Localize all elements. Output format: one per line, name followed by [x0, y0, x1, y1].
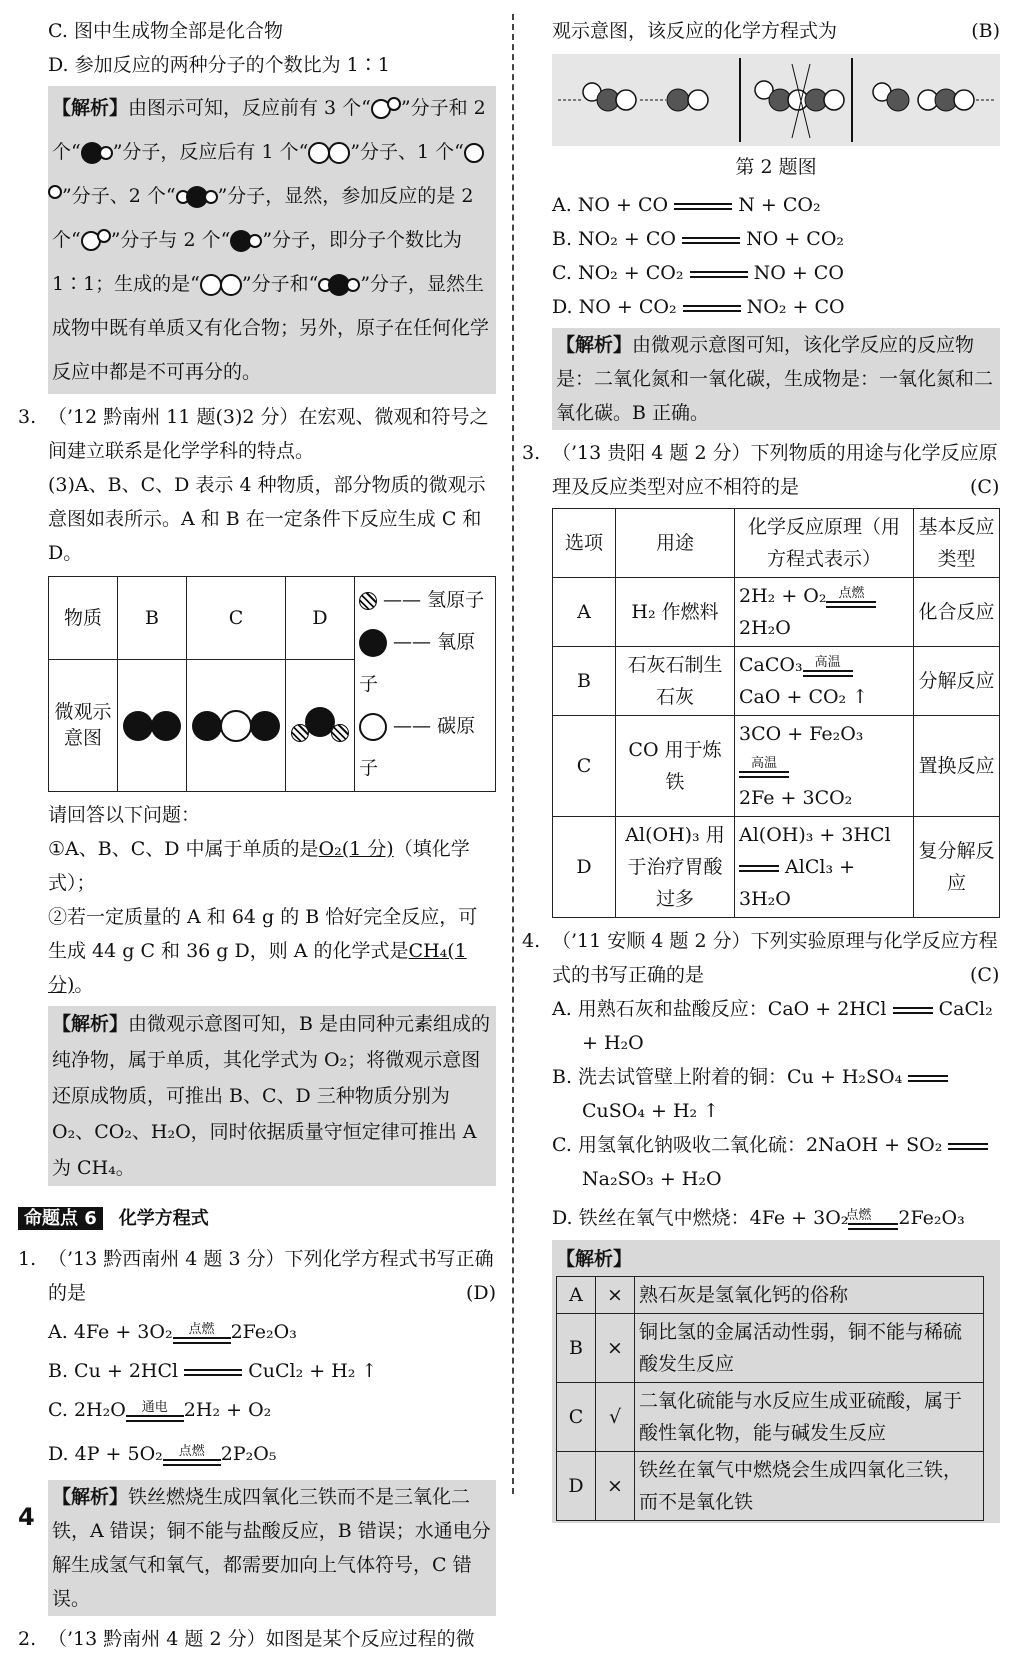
table-row	[557, 1383, 984, 1452]
table-header: 化学反应原理（用方程式表示）	[735, 509, 914, 578]
eq-left: 2H₂ + O₂	[739, 585, 826, 607]
option-c	[552, 256, 1000, 290]
molecule-b	[118, 659, 187, 791]
equals-sign	[739, 757, 789, 778]
question-3-part-2	[18, 900, 496, 1002]
eq-right: NO + CO₂	[746, 228, 844, 250]
cell-type: 化合反应	[914, 578, 1000, 647]
legend-item-hydrogen	[359, 579, 491, 621]
reaction-figure	[552, 54, 1000, 146]
cell-mark: √	[596, 1383, 635, 1452]
table-row	[553, 817, 1000, 918]
equals-sign	[690, 271, 748, 278]
explanation-tag: 【解析】	[52, 1013, 128, 1035]
table-header: 用途	[616, 509, 735, 578]
option-d: D. 参加反应的两种分子的个数比为 1∶1	[18, 48, 496, 82]
cell-mark: ×	[596, 1277, 635, 1314]
question-text: ①A、B、C、D 中属于单质的是	[48, 838, 319, 860]
question-number: 4.	[522, 924, 552, 958]
exp-text: ”分子，显然生成物中既有单质又有化合物；另外，原子在任何化学反应中都是不可再分的。	[52, 273, 489, 383]
molecule-icon	[230, 229, 262, 251]
eq-right: CuSO₄ + H₂ ↑	[582, 1100, 719, 1122]
topic-title: 化学方程式	[119, 1208, 209, 1229]
cell-option: B	[553, 647, 616, 716]
eq-left: A. NO + CO	[552, 194, 668, 216]
equals-sign	[163, 1445, 221, 1466]
table-row	[557, 1277, 984, 1314]
molecule-d	[286, 659, 355, 791]
explanation-tag: 【解析】	[52, 1486, 128, 1508]
eq-left: B. NO₂ + CO	[552, 228, 676, 250]
cell-equation	[735, 716, 914, 817]
table-header-row	[553, 509, 1000, 578]
question-1-stem	[18, 1242, 496, 1310]
table-row	[557, 1452, 984, 1521]
cell-option: A	[553, 578, 616, 647]
legend-label: —— 氧原子	[359, 631, 475, 695]
reaction-diagram	[552, 54, 1000, 146]
table-header: 基本反应类型	[914, 509, 1000, 578]
explanation-tag: 【解析】	[556, 1242, 996, 1276]
question-number: 1.	[18, 1242, 48, 1276]
table-row	[553, 647, 1000, 716]
molecule-icon	[81, 141, 113, 163]
legend-label: —— 碳原子	[359, 715, 475, 779]
eq-left: A. 用熟石灰和盐酸反应：CaO + 2HCl	[552, 998, 887, 1020]
topic-heading	[18, 1202, 496, 1236]
answer-blank: O₂(1 分)	[319, 838, 394, 860]
eq-left: D. 4P + 5O₂	[48, 1443, 163, 1465]
eq-left: C. 2H₂O	[48, 1399, 126, 1421]
cell-text: 铜比氢的金属活动性弱，铜不能与稀硫酸发生反应	[635, 1314, 984, 1383]
eq-left: A. 4Fe + 3O₂	[48, 1321, 173, 1343]
oxygen-atom-icon	[359, 629, 387, 657]
table-header: C	[187, 577, 286, 660]
hydrogen-atom-icon	[359, 592, 377, 610]
question-text: （’12 黔南州 11 题(3)2 分）在宏观、微观和符号之间建立联系是化学学科的特点。	[48, 406, 489, 462]
cell-use: 石灰石制生石灰	[616, 647, 735, 716]
table-header: B	[118, 577, 187, 660]
equals-sign	[682, 237, 740, 244]
table-header: 选项	[553, 509, 616, 578]
explanation-text: 由微观示意图可知，B 是由同种元素组成的纯净物，属于单质，其化学式为 O₂；将微观示意图还原成物质，可推出 B、C、D 三种物质分别为 O₂、CO₂、H₂O，同时依据质量守恒定律可推出 A 为 CH₄。	[52, 1013, 490, 1179]
molecule-icon	[308, 141, 350, 163]
equals-sign	[893, 1007, 933, 1014]
equals-sign	[184, 1369, 242, 1376]
page-number: 4	[18, 1500, 35, 1534]
exp-text: ”分子，显然，参加反应的是 2 个“	[52, 185, 473, 251]
eq-right: Na₂SO₃ + H₂O	[582, 1168, 722, 1190]
equals-sign	[674, 203, 732, 210]
condition: 点燃	[826, 587, 876, 601]
cell-type: 复分解反应	[914, 817, 1000, 918]
question-3-ask: 请回答以下问题：	[18, 798, 496, 832]
option-b	[18, 1354, 496, 1388]
exp-text: ”分子、2 个“	[62, 185, 176, 207]
molecule-icon	[200, 273, 242, 295]
cell-use: CO 用于炼铁	[616, 716, 735, 817]
question-3-sub: (3)A、B、C、D 表示 4 种物质，部分物质的微观示意图如表所示。A 和 B 在一定条件下反应生成 C 和 D。	[18, 468, 496, 570]
molecule-icon	[176, 185, 218, 207]
cell-equation	[735, 578, 914, 647]
question-text: 。	[74, 974, 93, 996]
option-a	[552, 188, 1000, 222]
question-2-stem-continued	[552, 14, 1000, 48]
eq-right: AlCl₃ + 3H₂O	[739, 856, 855, 910]
question-2-stem	[18, 1622, 496, 1656]
condition: 点燃	[848, 1209, 898, 1223]
right-column	[552, 14, 1000, 1523]
exp-text: ”分子，反应后有 1 个“	[113, 141, 309, 163]
cell-use: Al(OH)₃ 用于治疗胃酸过多	[616, 817, 735, 918]
eq-right: N + CO₂	[738, 194, 820, 216]
option-b	[552, 222, 1000, 256]
legend-item-carbon	[359, 705, 491, 789]
equals-sign	[739, 865, 779, 872]
question-text: （’13 贵阳 4 题 2 分）下列物质的用途与化学反应原理及反应类型对应不相符的是	[552, 442, 998, 498]
question-3-stem: 3. （’13 贵阳 4 题 2 分）下列物质的用途与化学反应原理及反应类型对应不相符的是 (C)	[522, 436, 1000, 504]
eq-right: 2H₂ + O₂	[184, 1399, 271, 1421]
question-3-part-1	[18, 832, 496, 900]
condition: 点燃	[173, 1323, 231, 1337]
cell-type: 分解反应	[914, 647, 1000, 716]
question-text: 观示意图，该反应的化学方程式为	[552, 20, 837, 42]
question-text: ②若一定质量的 A 和 64 g 的 B 恰好完全反应，可生成 44 g C 和 36 g D，则 A 的化学式是	[48, 906, 477, 962]
equals-sign	[126, 1401, 184, 1422]
explanation-block	[48, 1480, 496, 1616]
carbon-atom-icon	[359, 713, 387, 741]
eq-left: B. Cu + 2HCl	[48, 1360, 178, 1382]
table-row-label: 微观示意图	[49, 659, 118, 791]
exp-text: 由图示可知，反应前有 3 个“	[128, 97, 371, 119]
option-c: C. 图中生成物全部是化合物	[18, 14, 496, 48]
cell-type: 置换反应	[914, 716, 1000, 817]
condition: 高温	[803, 656, 853, 670]
eq-right: CaCl₂ + H₂O	[582, 998, 993, 1054]
legend-label: —— 氢原子	[383, 589, 484, 611]
cell-option: D	[553, 817, 616, 918]
eq-right: NO₂ + CO	[747, 296, 845, 318]
exp-text: ”分子，即分子个数比为 1∶1；生成的是“	[52, 229, 462, 295]
topic-box: 命题点 6	[18, 1207, 103, 1230]
question-number: 3.	[522, 436, 552, 470]
option-b	[552, 1060, 1000, 1128]
molecule-icon	[318, 273, 360, 295]
cell-option: B	[557, 1314, 596, 1383]
equals-sign	[803, 656, 853, 677]
molecule-icon	[81, 229, 111, 251]
eq-left: D. NO + CO₂	[552, 296, 677, 318]
exp-text: ”分子与 2 个“	[111, 229, 231, 251]
left-column	[18, 14, 496, 1656]
question-number: 2.	[18, 1622, 48, 1656]
eq-right: CaO + CO₂ ↑	[739, 686, 868, 708]
eq-right: NO + CO	[754, 262, 844, 284]
explanation-tag: 【解析】	[556, 334, 632, 356]
eq-left: 3CO + Fe₂O₃	[739, 723, 863, 745]
eq-left: C. NO₂ + CO₂	[552, 262, 684, 284]
option-d	[18, 1432, 496, 1476]
option-c	[18, 1388, 496, 1432]
eq-left: Al(OH)₃ + 3HCl	[739, 824, 891, 846]
cell-mark: ×	[596, 1452, 635, 1521]
eq-right: 2H₂O	[739, 617, 791, 639]
condition: 高温	[739, 757, 789, 771]
equals-sign	[948, 1143, 988, 1150]
eq-right: 2Fe₂O₃	[898, 1207, 964, 1229]
exp-text: ”分子和“	[242, 273, 318, 295]
explanation-table	[556, 1276, 984, 1521]
cell-equation	[735, 817, 914, 918]
eq-right: 2Fe₂O₃	[231, 1321, 297, 1343]
cell-equation	[735, 647, 914, 716]
condition: 点燃	[163, 1445, 221, 1459]
question-3-stem	[18, 400, 496, 468]
cell-text: 熟石灰是氢氧化钙的俗称	[635, 1277, 984, 1314]
condition: 通电	[126, 1401, 184, 1415]
explanation-block	[48, 86, 496, 394]
cell-option: C	[557, 1383, 596, 1452]
explanation-block	[48, 1006, 496, 1186]
option-d	[552, 1196, 1000, 1240]
explanation-text: 铁丝燃烧生成四氧化三铁而不是三氧化二铁，A 错误；铜不能与盐酸反应，B 错误；水通电分解生成氢气和氧气，都需要加向上气体符号，C 错误。	[52, 1486, 491, 1610]
cell-mark: ×	[596, 1314, 635, 1383]
equals-sign	[173, 1323, 231, 1344]
equals-sign	[848, 1209, 898, 1230]
cell-option: D	[557, 1452, 596, 1521]
explanation-text: 由微观示意图可知，该化学反应的反应物是：二氧化氮和一氧化碳，生成物是：一氧化氮和二氧化碳。B 正确。	[556, 334, 993, 424]
molecule-table	[48, 576, 496, 792]
option-d	[552, 290, 1000, 324]
cell-option: A	[557, 1277, 596, 1314]
figure-caption: 第 2 题图	[552, 150, 1000, 184]
reaction-table	[552, 508, 1000, 918]
question-text: （’13 黔西南州 4 题 3 分）下列化学方程式书写正确的是	[48, 1248, 494, 1304]
legend-item-oxygen	[359, 621, 491, 705]
equals-sign	[908, 1075, 948, 1082]
table-header: 物质	[49, 577, 118, 660]
eq-right: CuCl₂ + H₂ ↑	[248, 1360, 377, 1382]
eq-left: C. 用氢氧化钠吸收二氧化硫：2NaOH + SO₂	[552, 1134, 942, 1156]
explanation-table-block	[552, 1240, 1000, 1523]
exp-text: ”分子、1 个“	[350, 141, 464, 163]
eq-left: D. 铁丝在氧气中燃烧：4Fe + 3O₂	[552, 1207, 848, 1229]
question-text: （’13 黔南州 4 题 2 分）如图是某个反应过程的微	[48, 1628, 475, 1650]
cell-use: H₂ 作燃料	[616, 578, 735, 647]
explanation-block	[552, 328, 1000, 430]
table-row	[553, 716, 1000, 817]
molecule-icon	[371, 97, 401, 119]
answer-mark: (B)	[971, 14, 1000, 48]
question-text: （’11 安顺 4 题 2 分）下列实验原理与化学反应方程式的书写正确的是	[552, 930, 998, 986]
exp-text: ”分子和 2 个“	[52, 97, 486, 163]
table-header: D	[286, 577, 355, 660]
eq-left: CaCO₃	[739, 654, 803, 676]
eq-right: 2Fe + 3CO₂	[739, 787, 852, 809]
eq-left: B. 洗去试管壁上附着的铜：Cu + H₂SO₄	[552, 1066, 902, 1088]
cell-text: 铁丝在氧气中燃烧会生成四氧化三铁，而不是氧化铁	[635, 1452, 984, 1521]
explanation-tag: 【解析】	[52, 97, 128, 119]
option-c	[552, 1128, 1000, 1196]
table-row	[553, 578, 1000, 647]
option-a	[552, 992, 1000, 1060]
molecule-c	[187, 659, 286, 791]
equals-sign	[826, 587, 876, 608]
cell-option: C	[553, 716, 616, 817]
eq-right: 2P₂O₅	[221, 1443, 277, 1465]
question-text: （填化学式）；	[48, 838, 470, 894]
cell-text: 二氧化硫能与水反应生成亚硫酸，属于酸性氧化物，能与碱发生反应	[635, 1383, 984, 1452]
equals-sign	[683, 305, 741, 312]
option-a	[18, 1310, 496, 1354]
legend-cell	[355, 577, 496, 792]
table-row	[557, 1314, 984, 1383]
question-number: 3.	[18, 400, 48, 434]
question-4-stem: 4. （’11 安顺 4 题 2 分）下列实验原理与化学反应方程式的书写正确的是 (C)	[522, 924, 1000, 992]
column-divider	[512, 14, 514, 1494]
answer-blank: CH₄(1 分)	[48, 940, 467, 996]
